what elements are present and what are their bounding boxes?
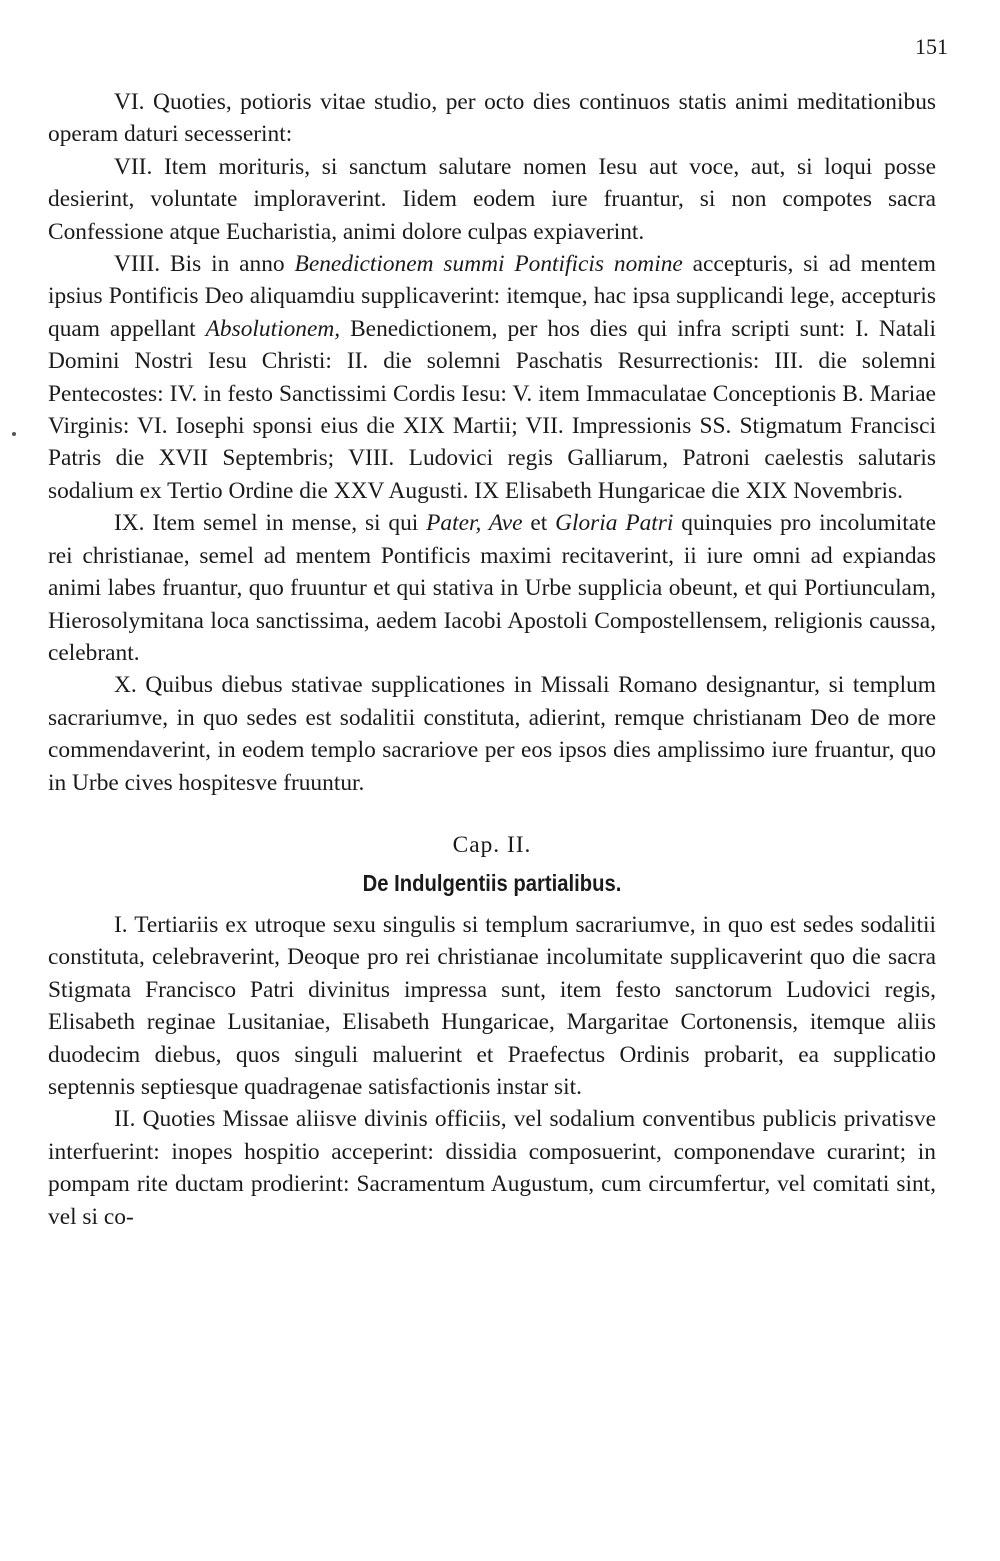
paragraphs-after-section	[48, 909, 936, 1233]
text-run: VII. Item morituris, si sanctum salutare nomen Iesu aut voce, aut, si loqui posse desierint, voluntate imploraverint. Iidem eodem iure fruantur, si non compotes sacra Confessione atque Eucharistia, animi dolore culpas expiaverint.	[48, 153, 936, 245]
text-run: et	[522, 510, 556, 537]
text-run: I. Tertiariis ex utroque sexu singulis si templum sacrariumve, in quo est sedes sodalitii constituta, celebraverint, Deoque pro rei christianae incolumitate supplicaverint quo die sacra Stigmata Francisco Patri divinitus impressa sunt, item festo sanctorum Ludovici regis, Elisabeth reginae Lusitaniae, Elisabeth Hungaricae, Margaritae Cortonensis, itemque aliis duodecim diebus, quos singuli maluerint et Praefectus Ordinis probarit, ea supplicatio septennis septiesque quadragenae satisfactionis instar sit.	[48, 911, 936, 1100]
text-run: Benedictionem, per hos dies qui infra scripti sunt: I. Natali Domini Nostri Iesu Christi: II. die solemni Paschatis Resurrectionis: III. die solemni Pentecostes: IV. in festo Sanctissimi Cordis Iesu: V. item Immaculatae Conceptionis B. Mariae Virginis: VI. Iosephi sponsi eius die XIX Martii; VII. Impressionis SS. Stigmatum Francisci Patris die XVII Septembris; VIII. Ludovici regis Galliarum, Patroni caelestis salutaris sodalium ex Tertio Ordine die XXV Augusti. IX Elisabeth Hungaricae die XIX Novembris.	[48, 315, 936, 504]
paragraph	[48, 909, 936, 1103]
italic-text: Absolutionem,	[205, 315, 341, 342]
text-run: quinquies pro incolumitate rei christianae, semel ad mentem Pontificis maximi recitaverint, ii iure omni ad expiandas animi labes fruantur, quo fruuntur et qui stativa in Urbe supplicia obeunt, et qui Portiunculam, Hierosolymitana loca sanctissima, aedem Iacobi Apostoli Compostellensem, religionis caussa, celebrant.	[48, 510, 936, 666]
text-run: VIII. Bis in anno	[114, 251, 295, 278]
paragraph	[48, 86, 936, 151]
text-run: II. Quoties Missae aliisve divinis officiis, vel sodalium conventibus publicis privatisve interfuerint: inopes hospitio acceperint: dissidia composuerint, componendave curarint; in pompam rite ductam prodierint: Sacramentum Augustum, cum circumfertur, vel comitati sint, vel si co-	[48, 1106, 936, 1230]
text-run: X. Quibus diebus stativae supplicationes in Missali Romano designantur, si templum sacrariumve, in quo sedes est sodalitii constituta, adierint, remque christianam Deo de more commendaverint, in eodem templo sacrariove per eos ipsos dies amplissimo iure fruantur, quo in Urbe cives hospitesve fruuntur.	[48, 672, 936, 796]
page-body	[48, 86, 936, 1233]
text-run: accepturis, si ad mentem ipsius Pontificis Deo aliquamdiu supplicaverint: itemque, hac ipsa supplicandi lege, accepturis quam appellant	[48, 251, 937, 342]
text-run: VI. Quoties, potioris vitae studio, per octo dies continuos statis animi meditationibus operam daturi secesserint:	[48, 89, 936, 148]
italic-text: Benedictionem summi Pontificis nomine	[294, 251, 683, 278]
italic-text: Pater, Ave	[426, 510, 523, 537]
text-run: IX. Item semel in mense, si qui	[114, 510, 427, 537]
section-title: De Indulgentiis partialibus.	[362, 869, 622, 896]
paragraph	[48, 669, 936, 799]
paragraphs-before-section	[48, 86, 936, 799]
paragraph	[48, 248, 936, 507]
italic-text: Gloria Patri	[555, 510, 674, 537]
paragraph	[48, 151, 936, 248]
margin-mark	[12, 432, 16, 436]
chapter-label: Cap. II.	[452, 831, 532, 858]
paragraph	[48, 1103, 936, 1233]
paragraph	[48, 507, 936, 669]
page-number: 151	[915, 34, 948, 59]
